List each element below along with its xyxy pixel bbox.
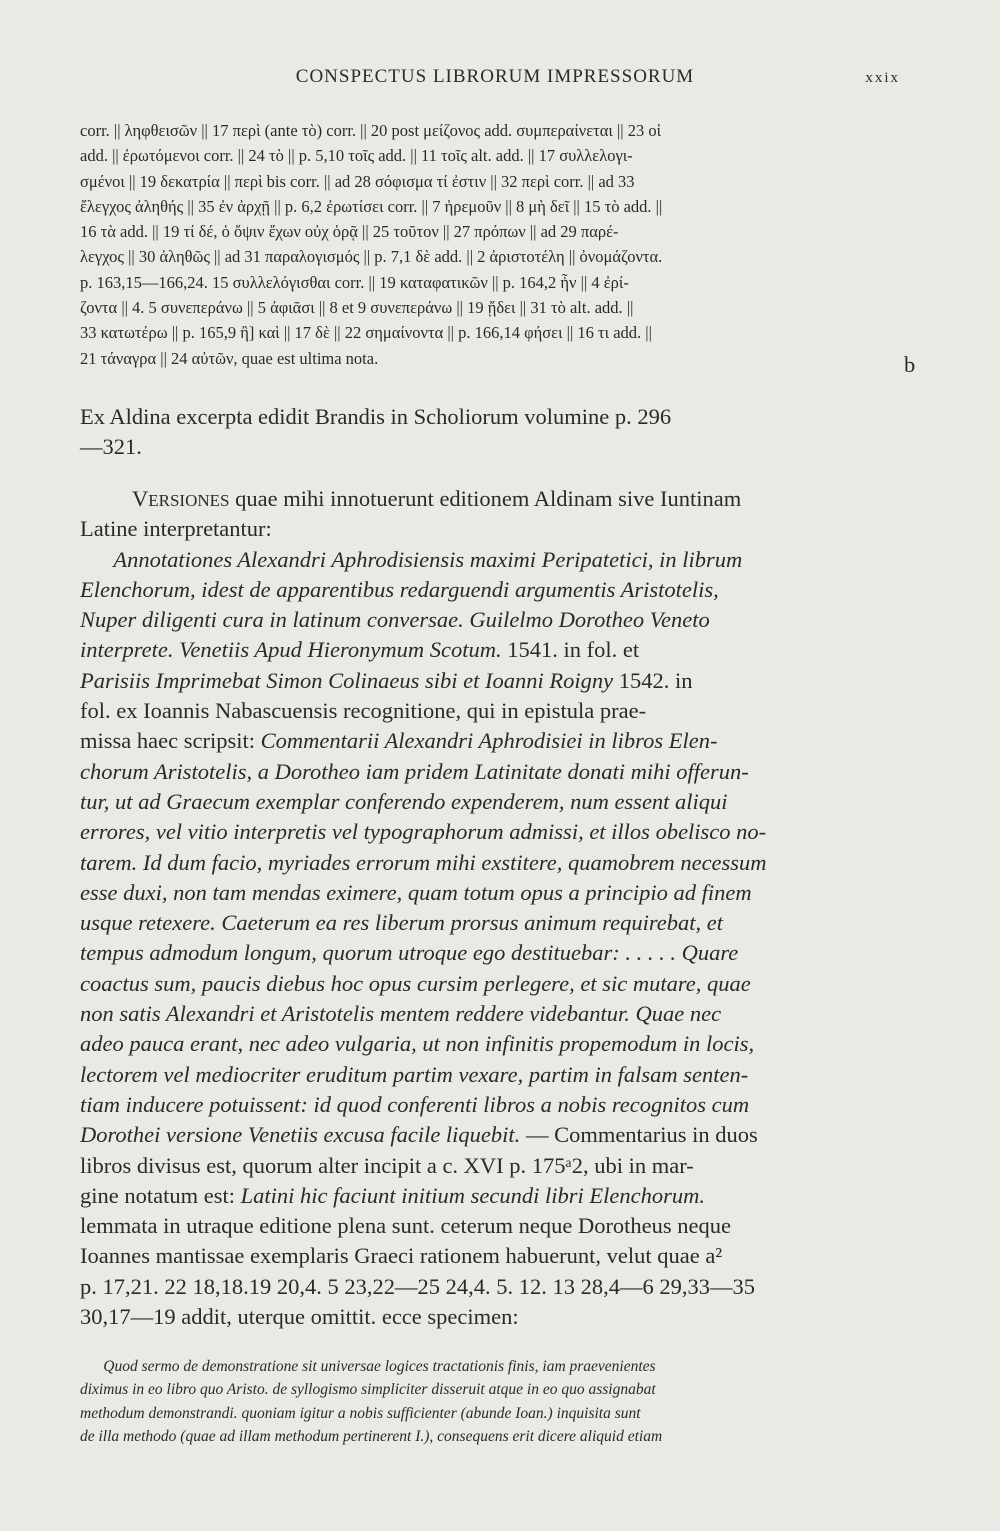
apparatus-line: 16 τὰ add. || 19 τί δέ, ὁ ὄψιν ἔχων οὐχ ὁρᾷ || 25 τοῦτον || 27 πρόπων || ad 29 παρέ- xyxy=(80,222,619,242)
margin-letter: b xyxy=(904,352,916,377)
apparatus-line: p. 163,15—166,24. 15 συλλελόγισθαι corr. || 19 καταφατικῶν || p. 164,2 ἦν || 4 ἐρί- xyxy=(80,272,629,292)
italic-text: Elenchorum, idest de apparentibus redarguendi argumentis Aristotelis, xyxy=(80,576,719,602)
text-line xyxy=(80,1211,910,1241)
text-line xyxy=(80,1241,910,1271)
text-line xyxy=(80,908,910,938)
text-line xyxy=(80,999,910,1029)
roman-text: Ioannes mantissae exemplaris Graeci rationem habuerunt, velut quae a² xyxy=(80,1243,723,1269)
text-line xyxy=(80,1302,910,1332)
apparatus-line: ἔλεγχος ἀληθής || 35 ἐν ἀρχῇ || p. 6,2 ἐρωτίσει corr. || 7 ἠρεμοῦν || 8 μὴ δεῖ || 15 τὸ add. || xyxy=(80,196,663,216)
specimen-line: methodum demonstrandi. quoniam igitur a nobis sufficienter (abunde Ioan.) inquisita sunt xyxy=(80,1404,641,1422)
italic-text: tempus admodum longum, quorum utroque ego destituebar: . . . . . Quare xyxy=(80,940,739,966)
roman-text: fol. ex Ioannis Nabascuensis recognitione, qui in epistula prae- xyxy=(80,698,647,724)
apparatus-line: σμένοι || 19 δεκατρία || περὶ bis corr. || ad 28 σόφισμα τί ἐστιν || 32 περὶ corr. || ad 33 xyxy=(80,171,635,191)
apparatus-line: 21 τάναγρα || 24 αὐτῶν, quae est ultima nota. xyxy=(80,348,379,368)
specimen-line: Quod sermo de demonstratione sit universae logices tractationis finis, iam praevenientes xyxy=(80,1358,656,1375)
italic-text: tarem. Id dum facio, myriades errorum mihi exstitere, quamobrem necessum xyxy=(80,849,767,875)
text-line xyxy=(80,787,910,817)
text-line xyxy=(80,757,910,787)
text-line xyxy=(80,1181,910,1211)
text-line xyxy=(80,1120,910,1150)
text-line xyxy=(80,575,910,605)
roman-text: p. 17,21. 22 18,18.19 20,4. 5 23,22—25 24,4. 5. 12. 13 28,4—6 29,33—35 xyxy=(80,1273,755,1299)
roman-text: libros divisus est, quorum alter incipit a c. XVI p. 175ᵃ2, ubi in mar- xyxy=(80,1152,694,1178)
roman-text: 30,17—19 addit, uterque omittit. ecce specimen: xyxy=(80,1304,519,1330)
text-line: —321. xyxy=(80,434,142,460)
italic-text: esse duxi, non tam mendas eximere, quam totum opus a principio ad finem xyxy=(80,879,752,905)
roman-text: gine notatum est: xyxy=(80,1182,241,1208)
italic-text: errores, vel vitio interpretis vel typographorum admissi, et illos obelisco no- xyxy=(80,819,767,845)
italic-text: Nuper diligenti cura in latinum conversae. Guilelmo Dorotheo Veneto xyxy=(80,607,710,633)
text-line xyxy=(80,696,910,726)
small-caps-initial: V xyxy=(132,486,149,511)
text-line xyxy=(80,484,910,514)
italic-text: chorum Aristotelis, a Dorotheo iam pridem Latinitate donati mihi offerun- xyxy=(80,758,749,784)
italic-text: Latini hic faciunt initium secundi libri Elenchorum. xyxy=(240,1182,705,1208)
text-line xyxy=(80,1029,910,1059)
apparatus-line: λεγχος || 30 ἀληθῶς || ad 31 παραλογισμός || p. 7,1 δὲ add. || 2 ἀριστοτέλη || ὀνομάζοντα. xyxy=(80,247,663,267)
text-line xyxy=(80,878,910,908)
text-line xyxy=(80,514,910,544)
italic-text: Commentarii Alexandri Aphrodisiei in libros Elen- xyxy=(260,728,718,754)
italic-text: tur, ut ad Graecum exemplar conferendo expenderem, num essent aliqui xyxy=(80,788,728,814)
italic-text: non satis Alexandri et Aristotelis mentem reddere videbantur. Quae nec xyxy=(80,1001,722,1027)
running-header xyxy=(80,66,910,96)
text-line xyxy=(80,545,910,575)
apparatus-line: 33 κατωτέρω || p. 165,9 ἢ] καὶ || 17 δὲ || 22 σημαίνοντα || p. 166,14 φήσει || 16 τι add. || xyxy=(80,323,652,343)
text-line xyxy=(80,1060,910,1090)
roman-text: 1541. in fol. et xyxy=(501,637,640,663)
text-line xyxy=(80,1090,910,1120)
roman-text: missa haec scripsit: xyxy=(80,728,261,754)
apparatus-line: add. || ἐρωτόμενοι corr. || 24 τὸ || p. 5,10 τοῖς add. || 11 τοῖς alt. add. || 17 συλλελογι- xyxy=(80,146,633,166)
italic-text: lectorem vel mediocriter eruditum partim vexare, partim in falsam senten- xyxy=(80,1061,749,1087)
roman-text: 1542. in xyxy=(613,667,693,693)
text-line: Ex Aldina excerpta edidit Brandis in Scholiorum volumine p. 296 xyxy=(80,404,672,429)
text-line xyxy=(80,635,910,665)
page-number: xxix xyxy=(865,70,900,86)
text-line xyxy=(80,605,910,635)
text-line xyxy=(80,666,910,696)
italic-text: Parisiis Imprimebat Simon Colinaeus sibi et Ioanni Roigny xyxy=(80,667,614,693)
roman-text: lemmata in utraque editione plena sunt. ceterum neque Dorotheus neque xyxy=(80,1213,732,1239)
critical-apparatus xyxy=(80,118,910,371)
apparatus-line: ζοντα || 4. 5 συνεπεράνω || 5 ἀφιᾶσι || 8 et 9 συνεπεράνω || 19 ᾔδει || 31 τὸ alt. add. || xyxy=(80,298,634,318)
small-caps-word: ERSIONES xyxy=(148,491,230,510)
roman-text: quae mihi innotuerunt editionem Aldinam sive Iuntinam xyxy=(229,486,742,511)
text-line xyxy=(80,1272,910,1302)
versiones-paragraph xyxy=(80,484,910,1332)
page-title: CONSPECTUS LIBRORUM IMPRESSORUM xyxy=(295,66,695,87)
italic-text: Annotationes Alexandri Aphrodisiensis maximi Peripatetici, in librum xyxy=(80,546,743,572)
aldina-paragraph xyxy=(80,402,910,463)
text-line xyxy=(80,817,910,847)
specimen-line: de illa methodo (quae ad illam methodum pertinerent I.), consequens erit dicere aliquid etiam xyxy=(80,1427,663,1445)
italic-text: tiam inducere potuissent: id quod conferenti libros a nobis recognitos cum xyxy=(80,1091,750,1117)
text-line xyxy=(80,1151,910,1181)
italic-text: Dorothei versione Venetiis excusa facile liquebit. xyxy=(80,1122,521,1148)
text-line xyxy=(80,969,910,999)
apparatus-line: corr. || ληφθεισῶν || 17 περὶ (ante τὸ) corr. || 20 post μείζονος add. συμπεραίνεται || 23 οἱ xyxy=(80,121,662,140)
text-line xyxy=(80,726,910,756)
text-line xyxy=(80,848,910,878)
roman-text: — Commentarius in duos xyxy=(520,1122,758,1148)
specimen-quotation xyxy=(80,1355,910,1448)
italic-text: coactus sum, paucis diebus hoc opus cursim perlegere, et sic mutare, quae xyxy=(80,970,751,996)
italic-text: adeo pauca erant, nec adeo vulgaria, ut non infinitis propemodum in locis, xyxy=(80,1031,755,1057)
italic-text: usque retexere. Caeterum ea res liberum prorsus animum requirebat, et xyxy=(80,910,724,936)
text-line xyxy=(80,938,910,968)
italic-text: interprete. Venetiis Apud Hieronymum Scotum. xyxy=(80,637,502,663)
roman-text: Latine interpretantur: xyxy=(80,516,272,542)
specimen-line: diximus in eo libro quo Aristo. de syllogismo simpliciter disseruit atque in eo quo assignabat xyxy=(80,1381,656,1399)
